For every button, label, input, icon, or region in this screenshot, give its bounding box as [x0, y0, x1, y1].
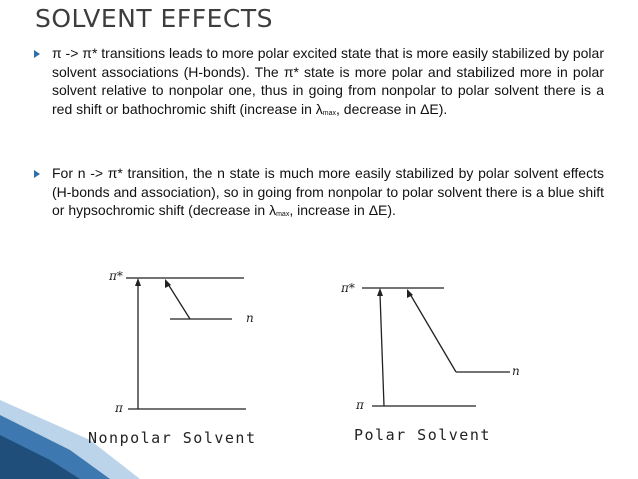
pi-star-symbol: π*: [109, 269, 123, 283]
n-pi-star-arrow: [410, 294, 456, 372]
pi-star-symbol: π*: [341, 281, 355, 295]
n-pi-star-arrow: [168, 284, 190, 319]
bullet-n-pi-star: [34, 164, 604, 225]
bullet-text-main: For n -> π* transition, the n state is much more easily stabilized by polar solvent effects (H-bonds and association), so in going from nonpolar to polar solvent there is a blue shift or hypsochromic shift (decrease in λ: [52, 165, 604, 218]
bullet-text: [52, 164, 604, 225]
bullet-text-end: , increase in ΔE).: [289, 202, 396, 218]
polar-caption: Polar Solvent: [354, 426, 491, 444]
slide-title: SOLVENT EFFECTS: [35, 4, 273, 33]
polar-diagram: [340, 281, 520, 444]
pi-symbol: π: [115, 401, 123, 415]
arrowhead-icon: [135, 278, 141, 286]
bullet-marker-icon: [34, 50, 40, 58]
arrowhead-icon: [377, 288, 383, 296]
pi-symbol: π: [356, 398, 364, 412]
n-symbol: n: [246, 311, 254, 325]
energy-level-diagram: [0, 250, 638, 450]
bullet-text-end: , decrease in ΔE).: [336, 100, 448, 117]
n-symbol: n: [512, 364, 520, 378]
bullet-text: [52, 44, 604, 123]
bullet-pi-pi-star: [34, 44, 604, 123]
nonpolar-diagram: [88, 269, 257, 447]
lambda-subscript: max: [276, 211, 290, 218]
pi-pi-star-arrow: [380, 294, 384, 406]
lambda-subscript: max: [322, 109, 337, 117]
bullet-marker-icon: [34, 170, 40, 178]
nonpolar-caption: Nonpolar Solvent: [88, 429, 257, 447]
bullet-text-main: π -> π* transitions leads to more polar excited state that is more easily stabilized by polar solvent associations (H-bonds). The π* state is more polar and stabilized more in polar solvent relative to nonpolar one, thus in going from nonpolar to polar solvent there is a red shift or bathochromic shift (increase in λ: [52, 45, 604, 117]
